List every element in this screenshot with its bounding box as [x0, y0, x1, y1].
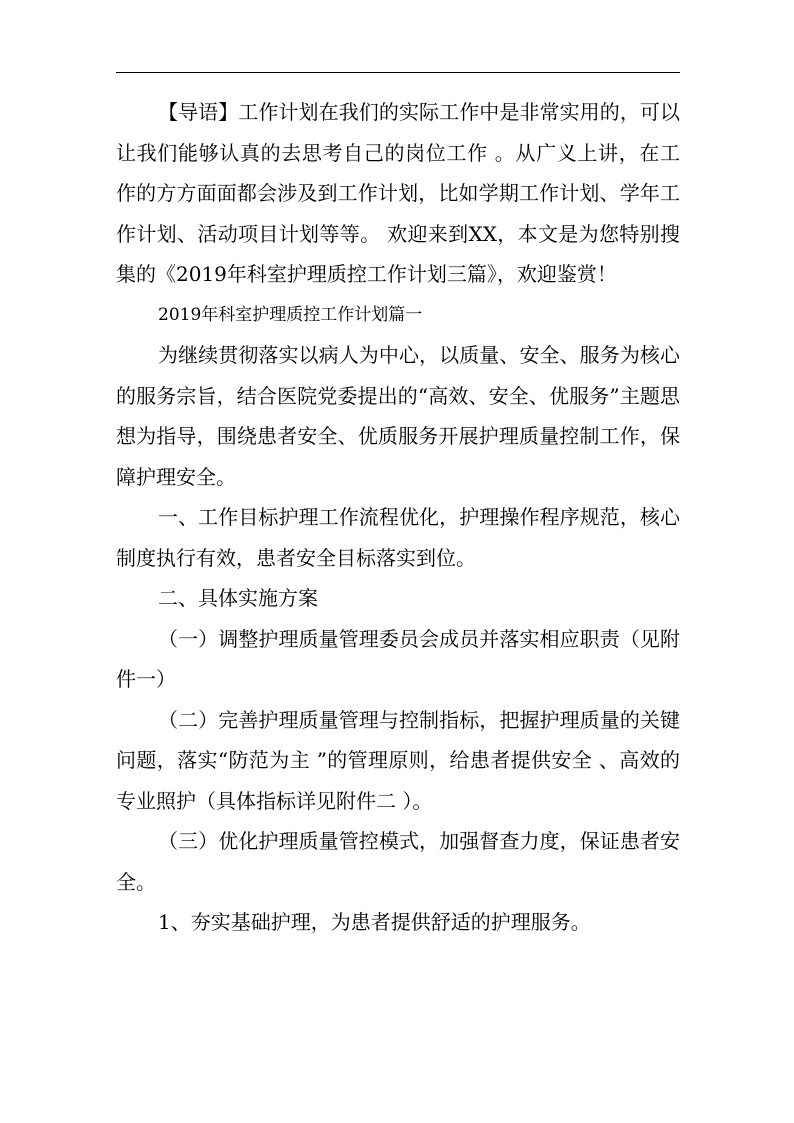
header-rule	[116, 72, 680, 73]
body-paragraph-2: 一、工作目标护理工作流程优化，护理操作程序规范，核心制度执行有效，患者安全目标落实到位。	[116, 505, 680, 570]
body-paragraph-3: 二、具体实施方案	[158, 586, 318, 610]
body-paragraph-4: （一）调整护理质量管理委员会成员并落实相应职责（见附件一）	[116, 626, 680, 691]
body-paragraph-5: （二）完善护理质量管理与控制指标，把握护理质量的关键问题，落实“防范为主 ”的管理原则，给患者提供安全 、高效的专业照护（具体指标详见附件二 ）。	[116, 707, 680, 813]
body-paragraph-1: 为继续贯彻落实以病人为中心，以质量、安全、服务为核心的服务宗旨，结合医院党委提出的“高效、安全、优服务”主题思想为指导，围绕患者安全、优质服务开展护理质量控制工作，保障护理安全。	[116, 343, 680, 489]
body-paragraph-7: 1、夯实基础护理，为患者提供舒适的护理服务。	[158, 910, 591, 934]
intro-paragraph: 【导语】工作计划在我们的实际工作中是非常实用的，可以让我们能够认真的去思考自己的岗位工作 。从广义上讲，在工作的方方面面都会涉及到工作计划，比如学期工作计划、学年工作计划、活动项目计划等等。 欢迎来到XX，本文是为您特别搜集的《2019年科室护理质控工作计划三篇》，欢迎鉴赏！	[116, 100, 680, 286]
body-paragraph-6: （三）优化护理质量管控模式，加强督查力度，保证患者安全。	[116, 829, 680, 894]
section-title: 2019年科室护理质控工作计划篇一	[158, 304, 423, 325]
document-body	[116, 92, 680, 943]
